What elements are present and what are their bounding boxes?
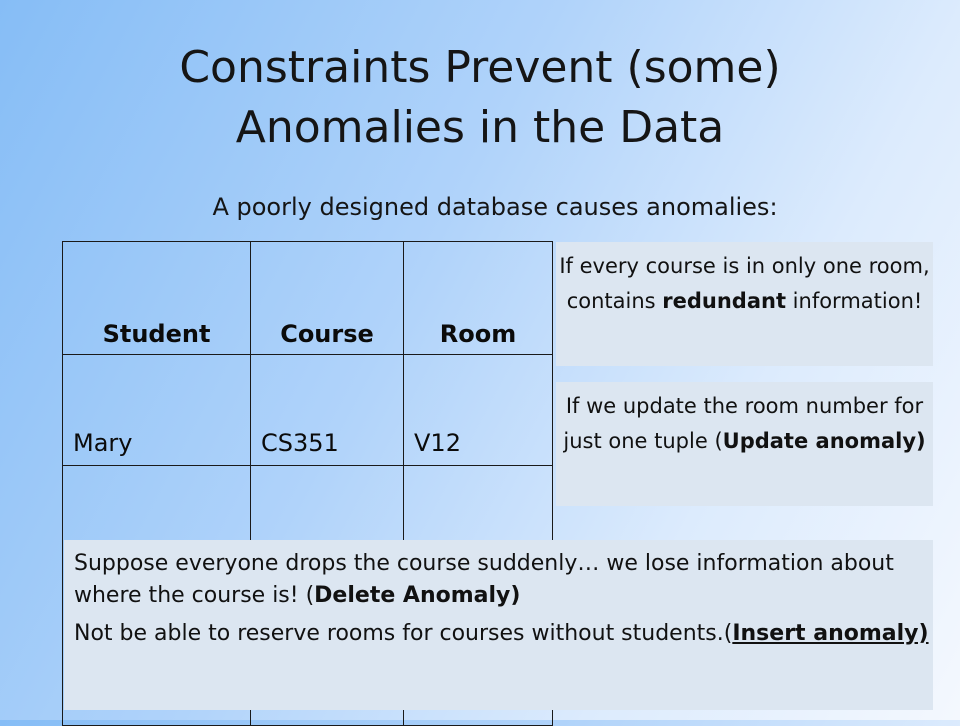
insert-bold: Insert anomaly) — [732, 621, 929, 646]
update-text: If we update the room number for just one tuple ( — [563, 394, 924, 453]
header-room: Room — [404, 242, 553, 355]
cell-student: Mary — [63, 355, 251, 466]
delete-insert-callout — [64, 540, 933, 710]
slide-subtitle: A poorly designed database causes anomalies: — [212, 193, 778, 221]
cell-room: V12 — [404, 355, 553, 466]
update-bold: Update anomaly) — [722, 429, 926, 453]
delete-text: Suppose everyone drops the course suddenly… we lose information about where the course is! ( — [74, 551, 894, 608]
title-line-1: Constraints Prevent (some) — [179, 42, 781, 93]
redundancy-text: If every course is in only one room, contains — [559, 254, 930, 313]
slide-title — [0, 38, 960, 158]
update-anomaly-callout — [556, 382, 933, 506]
redundancy-text-end: information! — [786, 289, 923, 313]
title-line-2: Anomalies in the Data — [235, 102, 725, 153]
insert-anomaly-paragraph — [74, 618, 933, 650]
delete-anomaly-paragraph — [74, 548, 933, 612]
redundancy-bold: redundant — [662, 289, 786, 313]
insert-text: Not be able to reserve rooms for courses without students.( — [74, 621, 733, 646]
header-student: Student — [63, 242, 251, 355]
header-course: Course — [251, 242, 404, 355]
cell-course: CS351 — [251, 355, 404, 466]
delete-bold: Delete Anomaly) — [314, 583, 521, 608]
redundancy-callout — [556, 242, 933, 366]
table-header-row — [63, 242, 553, 355]
table-row — [63, 355, 553, 466]
